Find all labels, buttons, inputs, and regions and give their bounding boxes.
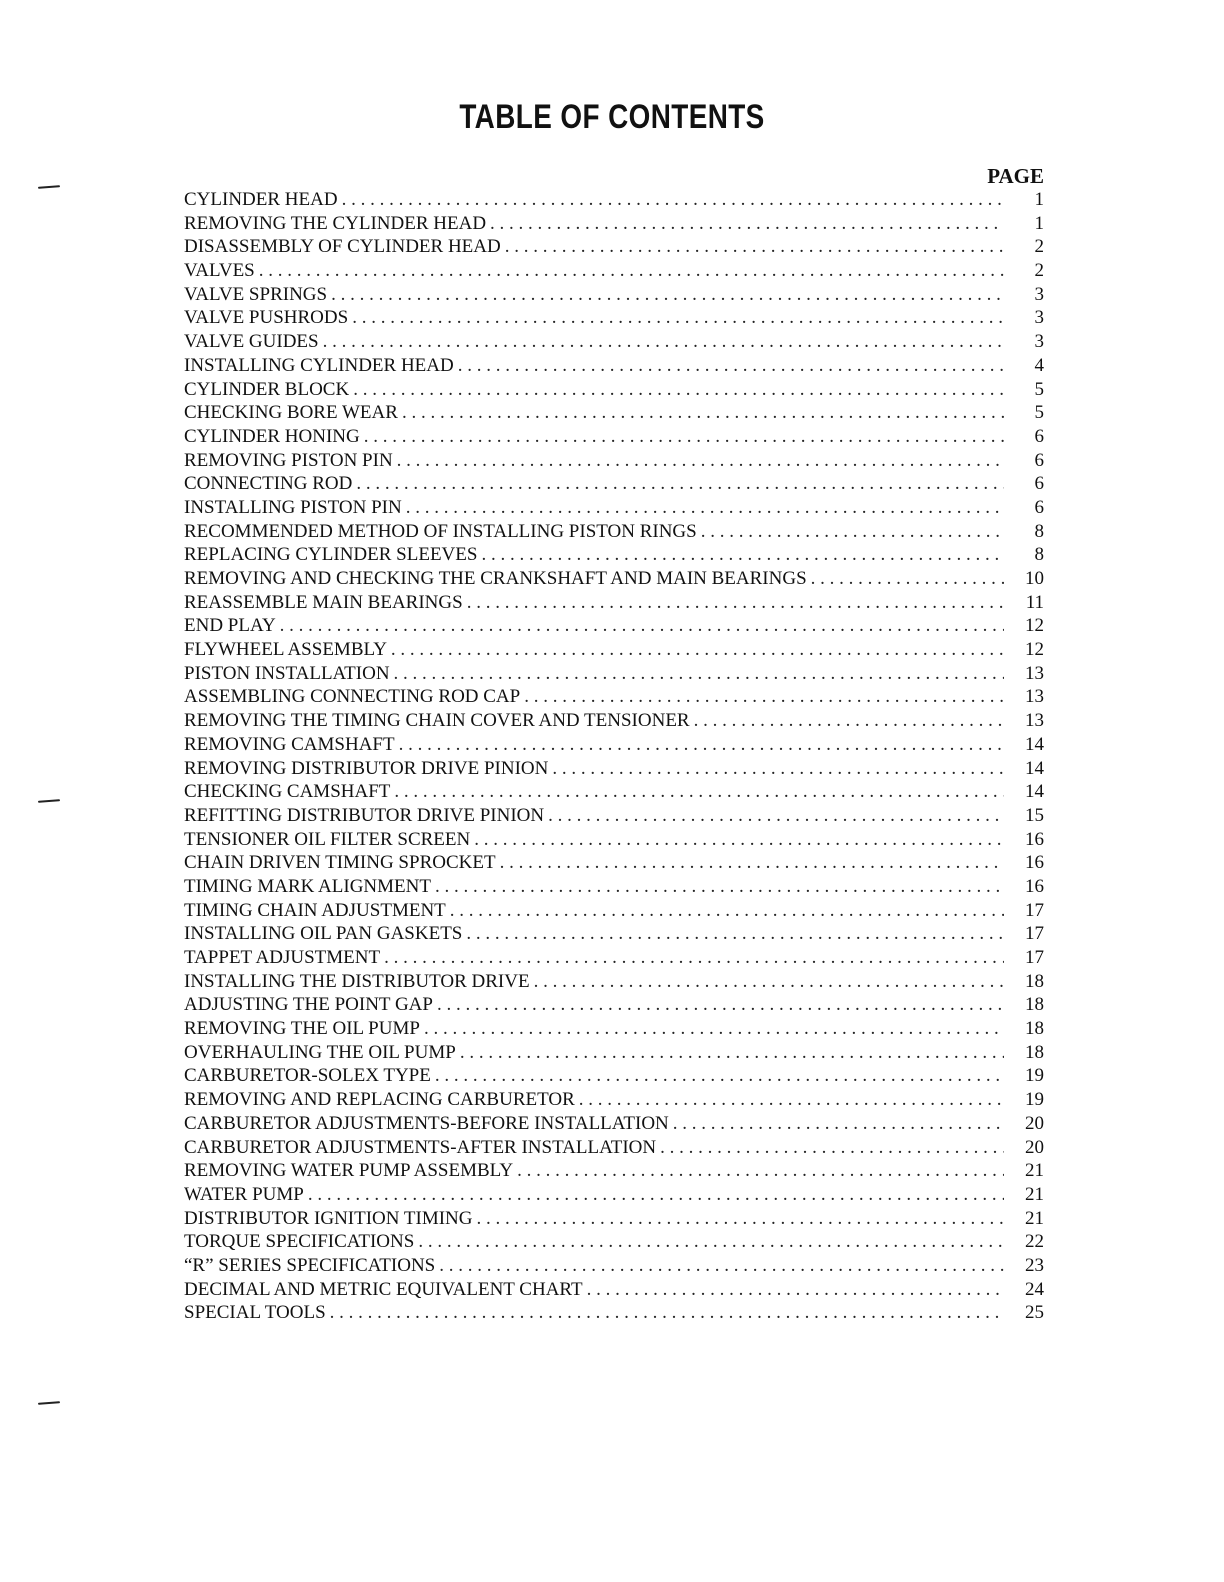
dot-leader xyxy=(505,235,1004,259)
toc-entry-title: TORQUE SPECIFICATIONS xyxy=(184,1231,415,1253)
dot-leader xyxy=(517,1159,1004,1183)
dot-leader xyxy=(391,638,1004,662)
toc-entry xyxy=(184,1207,1044,1231)
dot-leader xyxy=(474,828,1004,852)
toc-entry-page: 20 xyxy=(1025,1136,1044,1158)
toc-entry-page: 16 xyxy=(1025,852,1044,874)
toc-entry-page: 8 xyxy=(1034,520,1044,542)
toc-list xyxy=(184,188,1044,1325)
toc-entry-title: CYLINDER HEAD xyxy=(184,189,338,210)
dot-leader xyxy=(811,567,1004,591)
toc-entry-title: OVERHAULING THE OIL PUMP xyxy=(184,1041,456,1063)
toc-entry-page: 21 xyxy=(1025,1160,1044,1182)
dot-leader xyxy=(694,709,1004,733)
toc-entry-title: RECOMMENDED METHOD OF INSTALLING PISTON RINGS xyxy=(184,520,697,542)
toc-entry-title: CHECKING BORE WEAR xyxy=(184,402,398,424)
toc-entry-page: 14 xyxy=(1025,733,1044,755)
toc-entry-title: DISTRIBUTOR IGNITION TIMING xyxy=(184,1207,473,1229)
toc-entry xyxy=(184,449,1044,473)
toc-entry-title: REMOVING AND REPLACING CARBURETOR xyxy=(184,1089,575,1111)
toc-entry-page: 19 xyxy=(1025,1089,1044,1111)
toc-entry-title: DECIMAL AND METRIC EQUIVALENT CHART xyxy=(184,1278,583,1300)
toc-entry-title: PISTON INSTALLATION xyxy=(184,662,390,684)
dot-leader xyxy=(394,780,1004,804)
dot-leader xyxy=(490,212,1004,236)
toc-entry xyxy=(184,922,1044,946)
dot-leader xyxy=(437,993,1004,1017)
toc-entry xyxy=(184,1230,1044,1254)
toc-entry-title: TIMING CHAIN ADJUSTMENT xyxy=(184,899,446,921)
toc-entry-title: CHECKING CAMSHAFT xyxy=(184,781,391,803)
toc-entry xyxy=(184,757,1044,781)
binder-hole-mark xyxy=(38,1401,60,1405)
dot-leader xyxy=(435,875,1004,899)
toc-entry-page: 13 xyxy=(1025,662,1044,684)
toc-entry xyxy=(184,970,1044,994)
dot-leader xyxy=(435,1064,1004,1088)
dot-leader xyxy=(534,970,1004,994)
toc-entry-title: REASSEMBLE MAIN BEARINGS xyxy=(184,591,463,613)
toc-entry xyxy=(184,306,1044,330)
toc-entry-page: 11 xyxy=(1025,591,1044,613)
toc-entry-title: REMOVING PISTON PIN xyxy=(184,449,393,471)
toc-entry-title: REMOVING THE TIMING CHAIN COVER AND TENSIONER xyxy=(184,710,690,732)
toc-entry-page: 16 xyxy=(1025,828,1044,850)
dot-leader xyxy=(701,520,1004,544)
page-column-header: PAGE xyxy=(987,164,1044,188)
toc-entry xyxy=(184,543,1044,567)
toc-entry-title: INSTALLING THE DISTRIBUTOR DRIVE xyxy=(184,970,530,992)
toc-entry-page: 12 xyxy=(1025,615,1044,637)
toc-entry xyxy=(184,1112,1044,1136)
toc-entry xyxy=(184,1041,1044,1065)
binder-hole-mark xyxy=(38,185,60,189)
toc-entry xyxy=(184,804,1044,828)
toc-entry-title: TAPPET ADJUSTMENT xyxy=(184,947,381,968)
toc-entry-page: 16 xyxy=(1025,875,1044,897)
toc-entry-title: REMOVING DISTRIBUTOR DRIVE PINION xyxy=(184,757,549,779)
toc-entry xyxy=(184,378,1044,402)
toc-entry-title: REMOVING CAMSHAFT xyxy=(184,733,395,755)
toc-entry xyxy=(184,212,1044,236)
toc-entry xyxy=(184,828,1044,852)
toc-entry-title: CYLINDER HONING xyxy=(184,425,360,447)
toc-entry-title: CYLINDER BLOCK xyxy=(184,378,350,400)
toc-entry-page: 2 xyxy=(1034,260,1044,282)
dot-leader xyxy=(342,188,1004,212)
dot-leader xyxy=(587,1278,1004,1302)
toc-entry-page: 13 xyxy=(1025,686,1044,708)
toc-entry xyxy=(184,496,1044,520)
toc-entry-page: 23 xyxy=(1025,1254,1044,1276)
toc-entry-page: 12 xyxy=(1025,639,1044,661)
dot-leader xyxy=(406,496,1004,520)
dot-leader xyxy=(524,685,1004,709)
toc-entry-title: REMOVING THE CYLINDER HEAD xyxy=(184,212,487,234)
page-title: TABLE OF CONTENTS xyxy=(459,98,765,136)
toc-entry-title: CARBURETOR ADJUSTMENTS-AFTER INSTALLATION xyxy=(184,1136,657,1158)
toc-entry-page: 18 xyxy=(1025,1041,1044,1063)
toc-entry xyxy=(184,1064,1044,1088)
toc-entry xyxy=(184,425,1044,449)
toc-entry-page: 17 xyxy=(1025,899,1044,921)
dot-leader xyxy=(352,306,1004,330)
dot-leader xyxy=(356,472,1004,496)
toc-entry-title: TIMING MARK ALIGNMENT xyxy=(184,875,431,897)
dot-leader xyxy=(280,614,1004,638)
dot-leader xyxy=(552,757,1004,781)
toc-entry xyxy=(184,638,1044,662)
dot-leader xyxy=(384,946,1004,970)
toc-entry-title: REPLACING CYLINDER SLEEVES xyxy=(184,544,478,566)
toc-entry xyxy=(184,1254,1044,1278)
toc-entry xyxy=(184,591,1044,615)
toc-entry-page: 6 xyxy=(1034,496,1044,518)
toc-entry-page: 4 xyxy=(1034,354,1044,376)
toc-entry xyxy=(184,614,1044,638)
toc-entry xyxy=(184,685,1044,709)
toc-entry-title: REMOVING THE OIL PUMP xyxy=(184,1018,420,1040)
toc-entry-title: CARBURETOR-SOLEX TYPE xyxy=(184,1065,431,1087)
dot-leader xyxy=(500,851,1004,875)
toc-entry-title: FLYWHEEL ASSEMBLY xyxy=(184,639,387,661)
toc-entry-page: 5 xyxy=(1034,402,1044,424)
toc-entry xyxy=(184,520,1044,544)
toc-entry-title: CHAIN DRIVEN TIMING SPROCKET xyxy=(184,852,496,874)
toc-entry-title: VALVE PUSHRODS xyxy=(184,307,349,329)
dot-leader xyxy=(477,1207,1005,1231)
toc-entry-page: 13 xyxy=(1025,710,1044,732)
toc-entry-page: 17 xyxy=(1025,947,1044,968)
dot-leader xyxy=(399,733,1004,757)
toc-entry-page: 20 xyxy=(1025,1112,1044,1134)
toc-entry-title: DISASSEMBLY OF CYLINDER HEAD xyxy=(184,236,501,258)
toc-entry xyxy=(184,330,1044,354)
toc-entry-page: 1 xyxy=(1034,189,1044,210)
toc-entry xyxy=(184,780,1044,804)
toc-entry xyxy=(184,567,1044,591)
toc-entry-page: 19 xyxy=(1025,1065,1044,1087)
toc-entry xyxy=(184,662,1044,686)
dot-leader xyxy=(466,922,1004,946)
toc-entry-title: REMOVING AND CHECKING THE CRANKSHAFT AND MAIN BEARINGS xyxy=(184,568,807,589)
toc-entry-title: CARBURETOR ADJUSTMENTS-BEFORE INSTALLATION xyxy=(184,1112,669,1134)
toc-entry xyxy=(184,235,1044,259)
toc-entry-page: 2 xyxy=(1034,236,1044,258)
toc-entry-title: CONNECTING ROD xyxy=(184,473,353,495)
dot-leader xyxy=(467,591,1004,615)
dot-leader xyxy=(394,662,1004,686)
toc-entry-title: TENSIONER OIL FILTER SCREEN xyxy=(184,828,471,850)
dot-leader xyxy=(353,378,1004,402)
toc-entry xyxy=(184,875,1044,899)
toc-entry xyxy=(184,993,1044,1017)
toc-entry-page: 6 xyxy=(1034,449,1044,471)
dot-leader xyxy=(673,1112,1004,1136)
toc-entry xyxy=(184,401,1044,425)
toc-entry-title: VALVE SPRINGS xyxy=(184,283,328,305)
dot-leader xyxy=(439,1254,1004,1278)
toc-entry-title: ADJUSTING THE POINT GAP xyxy=(184,994,433,1016)
toc-entry xyxy=(184,259,1044,283)
toc-entry-title: WATER PUMP xyxy=(184,1183,304,1205)
toc-entry xyxy=(184,1159,1044,1183)
toc-entry xyxy=(184,851,1044,875)
toc-entry-page: 1 xyxy=(1034,212,1044,234)
toc-entry-page: 21 xyxy=(1025,1183,1044,1205)
toc-entry-title: ASSEMBLING CONNECTING ROD CAP xyxy=(184,686,521,708)
toc-entry xyxy=(184,472,1044,496)
dot-leader xyxy=(330,1301,1004,1325)
toc-entry xyxy=(184,188,1044,212)
toc-entry-page: 18 xyxy=(1025,1018,1044,1040)
toc-entry-page: 14 xyxy=(1025,757,1044,779)
toc-entry-page: 21 xyxy=(1025,1207,1044,1229)
dot-leader xyxy=(259,259,1004,283)
toc-entry xyxy=(184,733,1044,757)
dot-leader xyxy=(460,1041,1004,1065)
dot-leader xyxy=(424,1017,1004,1041)
toc-entry xyxy=(184,1088,1044,1112)
toc-entry-page: 24 xyxy=(1025,1278,1044,1300)
toc-entry-page: 5 xyxy=(1034,378,1044,400)
toc-entry-title: SPECIAL TOOLS xyxy=(184,1302,326,1324)
toc-entry-title: END PLAY xyxy=(184,615,276,637)
toc-entry xyxy=(184,1278,1044,1302)
dot-leader xyxy=(364,425,1004,449)
toc-entry-title: REMOVING WATER PUMP ASSEMBLY xyxy=(184,1160,514,1182)
dot-leader xyxy=(481,543,1004,567)
toc-entry-page: 22 xyxy=(1025,1231,1044,1253)
dot-leader xyxy=(660,1136,1004,1160)
dot-leader xyxy=(548,804,1004,828)
toc-entry-title: “R” SERIES SPECIFICATIONS xyxy=(184,1254,436,1276)
toc-entry-page: 14 xyxy=(1025,781,1044,803)
toc-entry-page: 3 xyxy=(1034,283,1044,305)
toc-entry-title: VALVE GUIDES xyxy=(184,331,319,353)
toc-entry-title: INSTALLING PISTON PIN xyxy=(184,496,402,518)
toc-entry-page: 6 xyxy=(1034,473,1044,495)
toc-entry-page: 15 xyxy=(1025,804,1044,826)
toc-entry-page: 17 xyxy=(1025,923,1044,945)
dot-leader xyxy=(458,354,1004,378)
binder-hole-mark xyxy=(38,799,60,803)
toc-entry xyxy=(184,1183,1044,1207)
toc-entry xyxy=(184,899,1044,923)
toc-entry xyxy=(184,283,1044,307)
dot-leader xyxy=(579,1088,1004,1112)
dot-leader xyxy=(418,1230,1004,1254)
toc-entry-title: INSTALLING CYLINDER HEAD xyxy=(184,354,454,376)
toc-entry-page: 3 xyxy=(1034,331,1044,353)
toc-entry xyxy=(184,1017,1044,1041)
toc-entry-page: 25 xyxy=(1025,1302,1044,1324)
dot-leader xyxy=(323,330,1004,354)
dot-leader xyxy=(331,283,1004,307)
toc-entry-page: 8 xyxy=(1034,544,1044,566)
toc-entry-page: 10 xyxy=(1025,568,1044,589)
toc-entry xyxy=(184,1301,1044,1325)
toc-entry-page: 6 xyxy=(1034,425,1044,447)
toc-entry xyxy=(184,946,1044,970)
toc-entry xyxy=(184,709,1044,733)
dot-leader xyxy=(402,401,1004,425)
toc-entry-page: 18 xyxy=(1025,970,1044,992)
toc-entry xyxy=(184,1136,1044,1160)
toc-entry-page: 3 xyxy=(1034,307,1044,329)
dot-leader xyxy=(450,899,1004,923)
dot-leader xyxy=(397,449,1004,473)
toc-entry xyxy=(184,354,1044,378)
toc-entry-page: 18 xyxy=(1025,994,1044,1016)
toc-entry-title: VALVES xyxy=(184,260,255,282)
dot-leader xyxy=(308,1183,1004,1207)
toc-entry-title: INSTALLING OIL PAN GASKETS xyxy=(184,923,463,945)
toc-entry-title: REFITTING DISTRIBUTOR DRIVE PINION xyxy=(184,804,545,826)
